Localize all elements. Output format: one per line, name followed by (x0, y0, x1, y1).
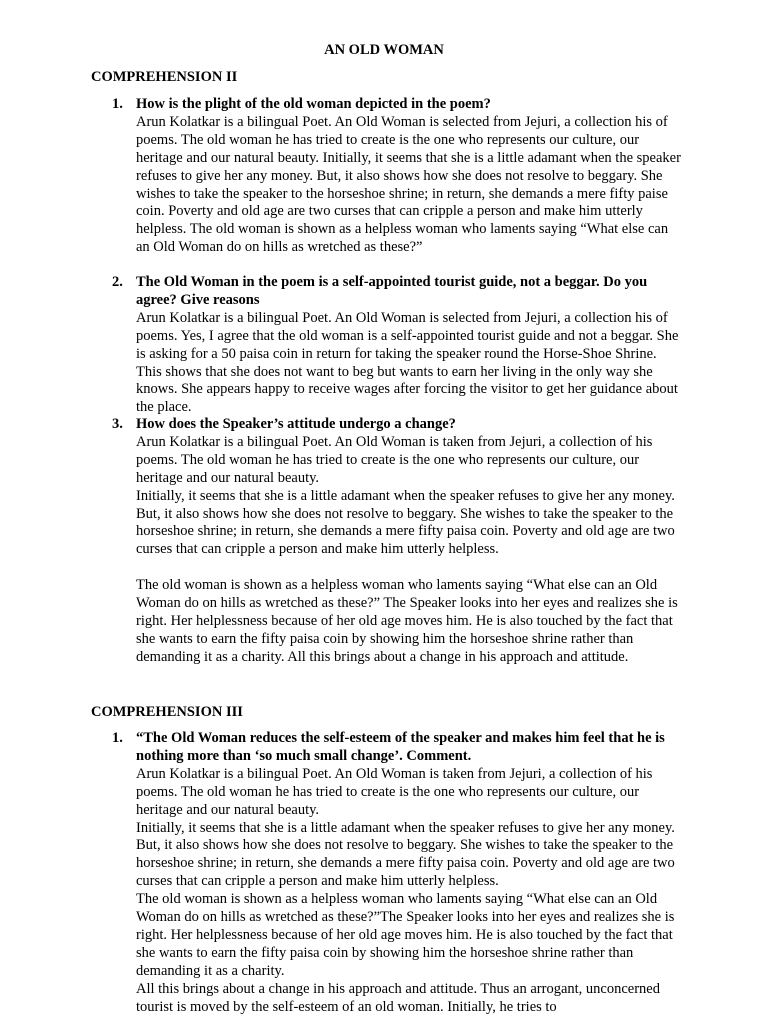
answer-paragraph: Arun Kolatkar is a bilingual Poet. An Old Woman is taken from Jejuri, a collection of his poems. The old woman he has tried to create is the one who represents our culture, our heritage and our natural beauty. (136, 765, 653, 818)
answer-paragraph: Arun Kolatkar is a bilingual Poet. An Old Woman is taken from Jejuri, a collection of his poems. The old woman he has tried to create is the one who represents our culture, our heritage and our natural beauty. (136, 433, 653, 486)
answer-paragraph: Arun Kolatkar is a bilingual Poet. An Old Woman is selected from Jejuri, a collection his of poems. Yes, I agree that the old woman is a self-appointed tourist guide and not a beggar. She is asking for a 50 paisa coin in return for taking the speaker round the Horse-Shoe Shrine. This shows that she does not want to beg but wants to earn her living in the only way she knows. She appears happy to receive wages after forcing the visitor to get her guidance about the place. (136, 309, 679, 416)
answer-paragraph: Initially, it seems that she is a little adamant when the speaker refuses to give her any money. But, it also shows how she does not resolve to beggary. She wishes to take the speaker to the horseshoe shrine; in return, she demands a mere fifty paisa coin. Poverty and old age are two curses that can cripple a person and make him utterly helpless. (136, 487, 675, 558)
question-number: 2. (112, 274, 123, 290)
document-title: AN OLD WOMAN (324, 42, 444, 58)
answer-paragraph: Arun Kolatkar is a bilingual Poet. An Old Woman is selected from Jejuri, a collection his of poems. The old woman he has tried to create is the one who represents our culture, our heritage and our natural beauty. Initially, it seems that she is a little adamant when the speaker refuses to give her any money. But, it also shows how she does not resolve to beggary. She wishes to take the speaker to the horseshoe shrine; in return, she demands a mere fifty paise coin. Poverty and old age are two curses that can cripple a person and make him utterly helpless. The old woman is shown as a helpless woman who laments saying “What else can an Old Woman do on hills as wretched as these?” (136, 113, 681, 256)
question-body (136, 274, 682, 417)
question-body (136, 416, 682, 667)
question-number: 1. (112, 730, 123, 746)
question-body (136, 96, 682, 257)
question-item (112, 274, 682, 417)
question-text: How is the plight of the old woman depicted in the poem? (136, 96, 491, 112)
question-item (112, 416, 682, 667)
question-text: How does the Speaker’s attitude undergo a change? (136, 416, 456, 432)
question-number: 3. (112, 416, 123, 432)
answer-paragraph: Initially, it seems that she is a little adamant when the speaker refuses to give her any money. But, it also shows how she does not resolve to beggary. She wishes to take the speaker to the horseshoe shrine; in return, she demands a mere fifty paisa coin. Poverty and old age are two curses that can cripple a person and make him utterly helpless. (136, 819, 675, 890)
question-item (112, 730, 682, 1017)
question-item (112, 96, 682, 257)
question-number: 1. (112, 96, 123, 112)
answer-paragraph: The old woman is shown as a helpless woman who laments saying “What else can an Old Woman do on hills as wretched as these?”The Speaker looks into her eyes and realizes she is right. Her helplessness because of her old age moves him. He is also touched by the fact that she wants to earn the fifty paisa coin by showing him the horseshoe shrine rather than demanding it as a charity. (136, 891, 675, 979)
section-heading-comprehension-iii: COMPREHENSION III (91, 704, 243, 720)
section-heading-comprehension-ii: COMPREHENSION II (91, 69, 238, 85)
question-text: “The Old Woman reduces the self-esteem of the speaker and makes him feel that he is nothing more than ‘so much small change’. Comment. (136, 730, 665, 764)
answer-paragraph: All this brings about a change in his approach and attitude. Thus an arrogant, unconcerned tourist is moved by the self-esteem of an old woman. Initially, he tries to (136, 980, 660, 1015)
question-text: The Old Woman in the poem is a self-appointed tourist guide, not a beggar. Do you agree? Give reasons (136, 274, 648, 308)
question-body (136, 730, 682, 1017)
answer-paragraph: The old woman is shown as a helpless woman who laments saying “What else can an Old Woman do on hills as wretched as these?” The Speaker looks into her eyes and realizes she is right. Her helplessness because of her old age moves him. He is also touched by the fact that she wants to earn the fifty paisa coin by showing him the horseshoe shrine rather than demanding it as a charity. All this brings about a change in his approach and attitude. (136, 577, 678, 665)
